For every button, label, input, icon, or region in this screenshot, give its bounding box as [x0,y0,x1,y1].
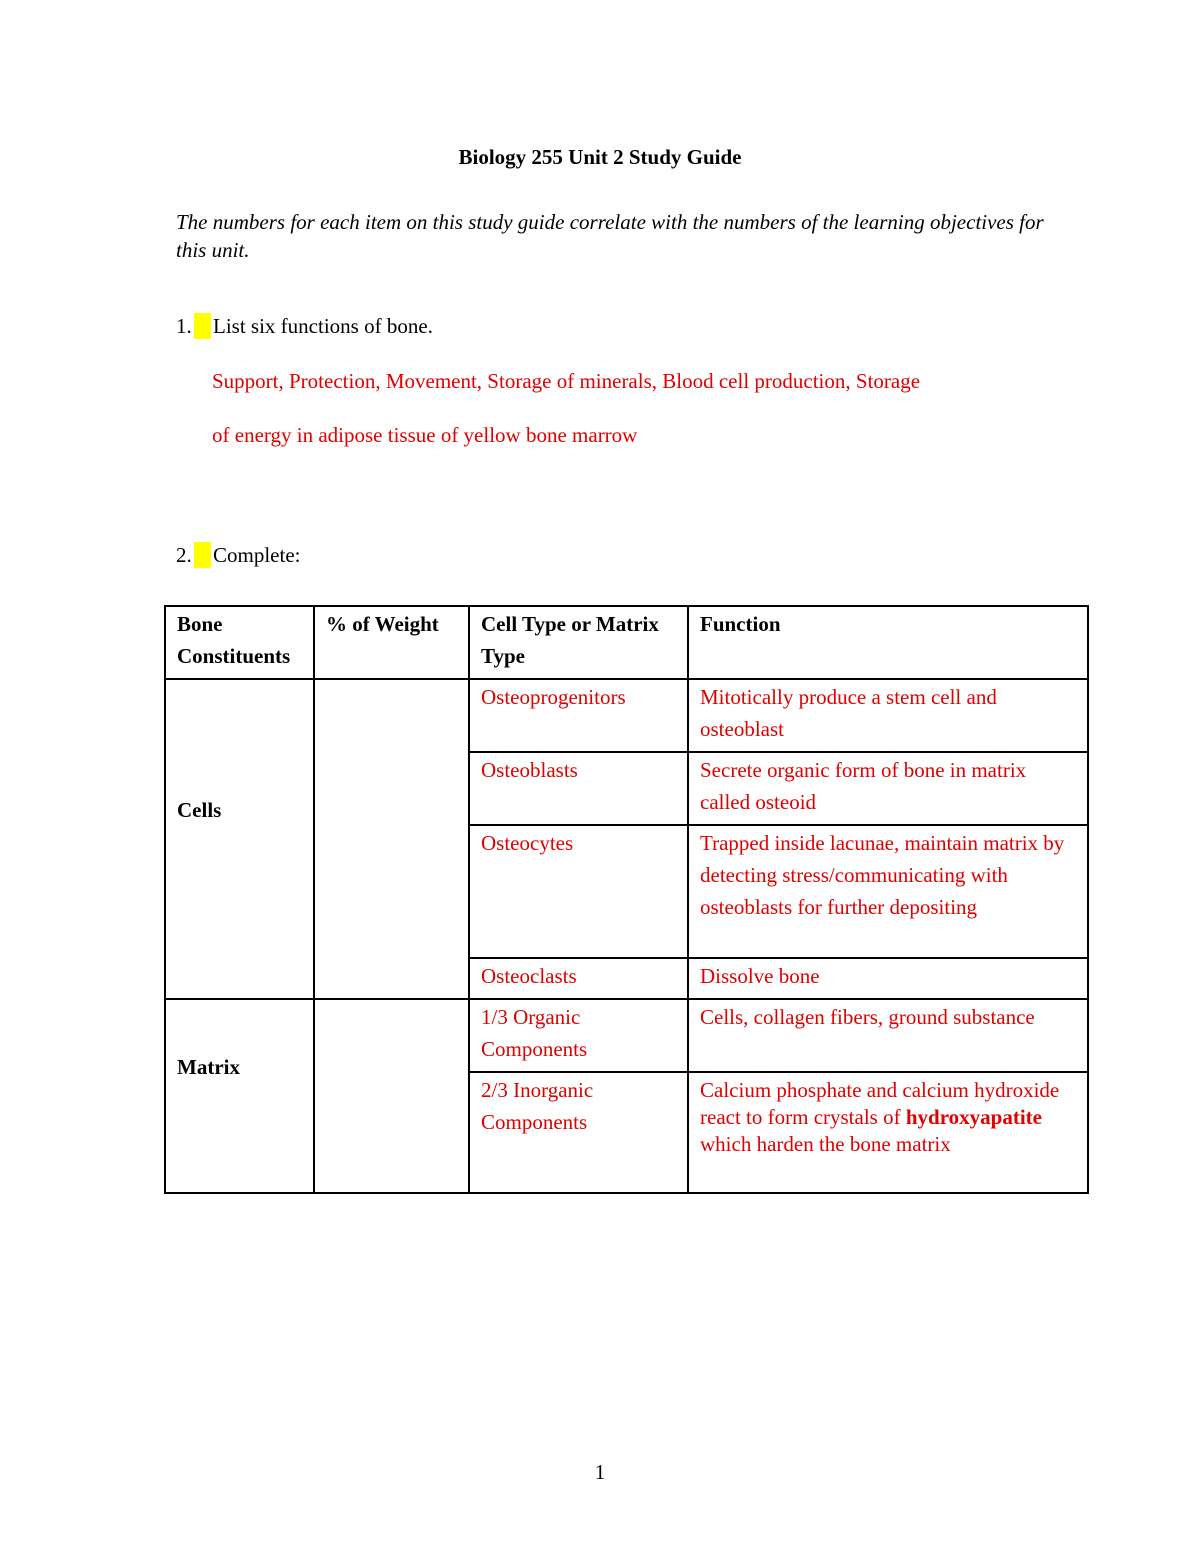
table-row [165,679,1088,752]
cell-type: Osteoblasts [469,752,688,825]
page-number: 1 [594,1460,606,1484]
group-label-cells: Cells [165,679,314,999]
cell-function [688,1072,1088,1193]
answer-1-line-2: of energy in adipose tissue of yellow bone marrow [212,423,638,447]
function-text: which harden the bone matrix [700,1132,951,1156]
cell-type: Osteoprogenitors [469,679,688,752]
weight-cell-cells [314,679,469,999]
document-title: Biology 255 Unit 2 Study Guide [458,145,742,169]
cell-type: 1/3 Organic Components [469,999,688,1072]
highlight-mark [194,313,211,339]
cell-function: Dissolve bone [688,958,1088,999]
function-emphasis: hydroxyapatite [905,1105,1042,1129]
cell-function: Mitotically produce a stem cell and osteoblast [688,679,1088,752]
cell-function: Trapped inside lacunae, maintain matrix by detecting stress/communicating with osteoblasts for further depositing [688,825,1088,958]
question-1 [176,312,433,340]
table-header-row [165,606,1088,679]
bone-constituents-table [164,605,1089,1194]
answer-1-line-1: Support, Protection, Movement, Storage of minerals, Blood cell production, Storage [212,369,921,393]
question-2-number: 2. [176,543,192,567]
group-label-matrix: Matrix [165,999,314,1193]
question-2 [176,541,301,569]
header-cell-type: Cell Type or Matrix Type [469,606,688,679]
cell-type: Osteocytes [469,825,688,958]
weight-cell-matrix [314,999,469,1193]
question-2-text: Complete: [213,543,301,567]
question-1-text: List six functions of bone. [213,314,433,338]
header-weight: % of Weight [314,606,469,679]
question-1-number: 1. [176,314,192,338]
intro-paragraph: The numbers for each item on this study guide correlate with the numbers of the learning objectives for this unit. [176,210,1044,262]
cell-type: 2/3 Inorganic Components [469,1072,688,1193]
table-row [165,999,1088,1072]
cell-function: Cells, collagen fibers, ground substance [688,999,1088,1072]
header-bone-constituents: Bone Constituents [165,606,314,679]
highlight-mark [194,542,211,568]
cell-function: Secrete organic form of bone in matrix called osteoid [688,752,1088,825]
cell-type: Osteoclasts [469,958,688,999]
function-text: Calcium phosphate and calcium hydroxide react to form crystals of [700,1078,1060,1129]
header-function: Function [688,606,1088,679]
